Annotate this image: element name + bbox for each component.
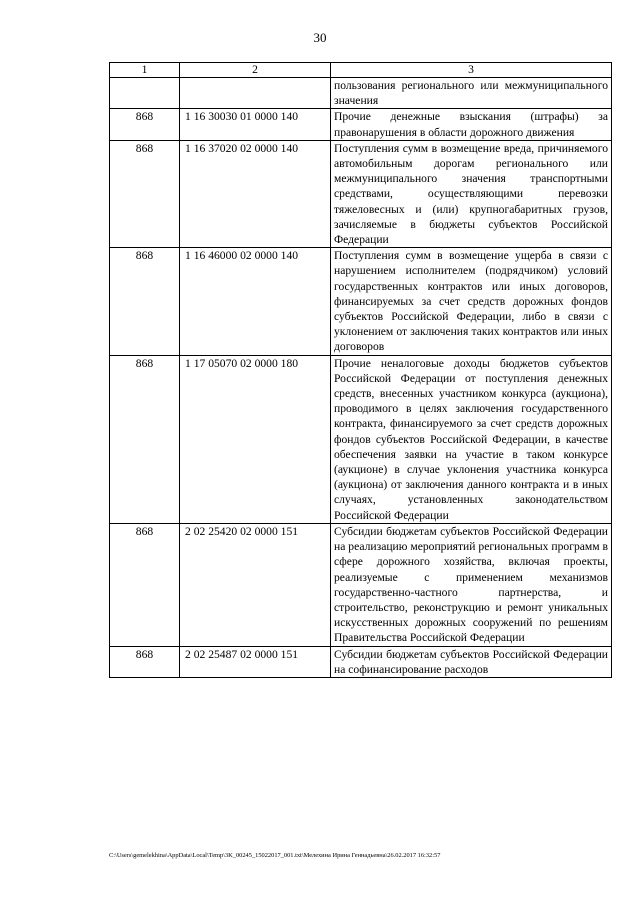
income-name-cell: Субсидии бюджетам субъектов Российской Федерации на реализацию мероприятий региональных программ в сфере дорожного хозяйства, включая проекты, реализуемые с применением механизмов государственно-частного партнерства, и строительство, реконструкцию и ремонт уникальных искусственных дорожных сооружений по решениям Правительства Российской Федерации bbox=[331, 523, 612, 646]
admin-code-cell bbox=[110, 78, 180, 109]
admin-code-cell: 868 bbox=[110, 646, 180, 677]
table-row bbox=[110, 646, 612, 677]
file-path-footer: C:\Users\gemelekhina\AppData\Local\Temp\3K_00245_15022017_001.txt\Мелехина Ирина Геннадьевна\26.02.2017 16:32:57 bbox=[109, 852, 441, 859]
budget-code-cell: 1 17 05070 02 0000 180 bbox=[180, 355, 331, 523]
income-name-cell: пользования регионального или межмуниципального значения bbox=[331, 78, 612, 109]
admin-code-cell: 868 bbox=[110, 248, 180, 355]
budget-code-cell: 2 02 25487 02 0000 151 bbox=[180, 646, 331, 677]
budget-code-cell: 1 16 46000 02 0000 140 bbox=[180, 248, 331, 355]
income-name-cell: Прочие неналоговые доходы бюджетов субъектов Российской Федерации от поступления денежных средств, внесенных участником конкурса (аукциона), проводимого в целях заключения государственного контракта, финансируемого за счет средств дорожных фондов субъектов Российской Федерации, в качестве обеспечения заявки на участие в таком конкурсе (аукционе) в случае уклонения участника конкурса (аукциона) от заключения данного контракта и в иных случаях, установленных законодательством Российской Федерации bbox=[331, 355, 612, 523]
budget-code-cell: 1 16 37020 02 0000 140 bbox=[180, 140, 331, 247]
table-header-row bbox=[110, 63, 612, 78]
budget-code-cell bbox=[180, 78, 331, 109]
income-name-cell: Субсидии бюджетам субъектов Российской Федерации на софинансирование расходов bbox=[331, 646, 612, 677]
admin-code-cell: 868 bbox=[110, 523, 180, 646]
budget-code-cell: 2 02 25420 02 0000 151 bbox=[180, 523, 331, 646]
column-header: 3 bbox=[331, 63, 612, 78]
income-name-cell: Поступления сумм в возмещение вреда, причиняемого автомобильным дорогам регионального или межмуниципального значения транспортными средствами, осуществляющими перевозки тяжеловесных и (или) крупногабаритных грузов, зачисляемые в бюджеты субъектов Российской Федерации bbox=[331, 140, 612, 247]
table-row bbox=[110, 109, 612, 140]
income-name-cell: Поступления сумм в возмещение ущерба в связи с нарушением исполнителем (подрядчиком) условий государственных контрактов или иных договоров, финансируемых за счет средств дорожных фондов субъектов Российской Федерации, либо в связи с уклонением от заключения таких контрактов или иных договоров bbox=[331, 248, 612, 355]
table-row bbox=[110, 248, 612, 355]
page-number: 30 bbox=[313, 30, 327, 45]
column-header: 1 bbox=[110, 63, 180, 78]
column-header: 2 bbox=[180, 63, 331, 78]
admin-code-cell: 868 bbox=[110, 140, 180, 247]
admin-code-cell: 868 bbox=[110, 355, 180, 523]
income-name-cell: Прочие денежные взыскания (штрафы) за правонарушения в области дорожного движения bbox=[331, 109, 612, 140]
budget-codes-table bbox=[109, 62, 612, 678]
table-row bbox=[110, 78, 612, 109]
table-row bbox=[110, 140, 612, 247]
table-row bbox=[110, 355, 612, 523]
budget-code-cell: 1 16 30030 01 0000 140 bbox=[180, 109, 331, 140]
table-row bbox=[110, 523, 612, 646]
admin-code-cell: 868 bbox=[110, 109, 180, 140]
